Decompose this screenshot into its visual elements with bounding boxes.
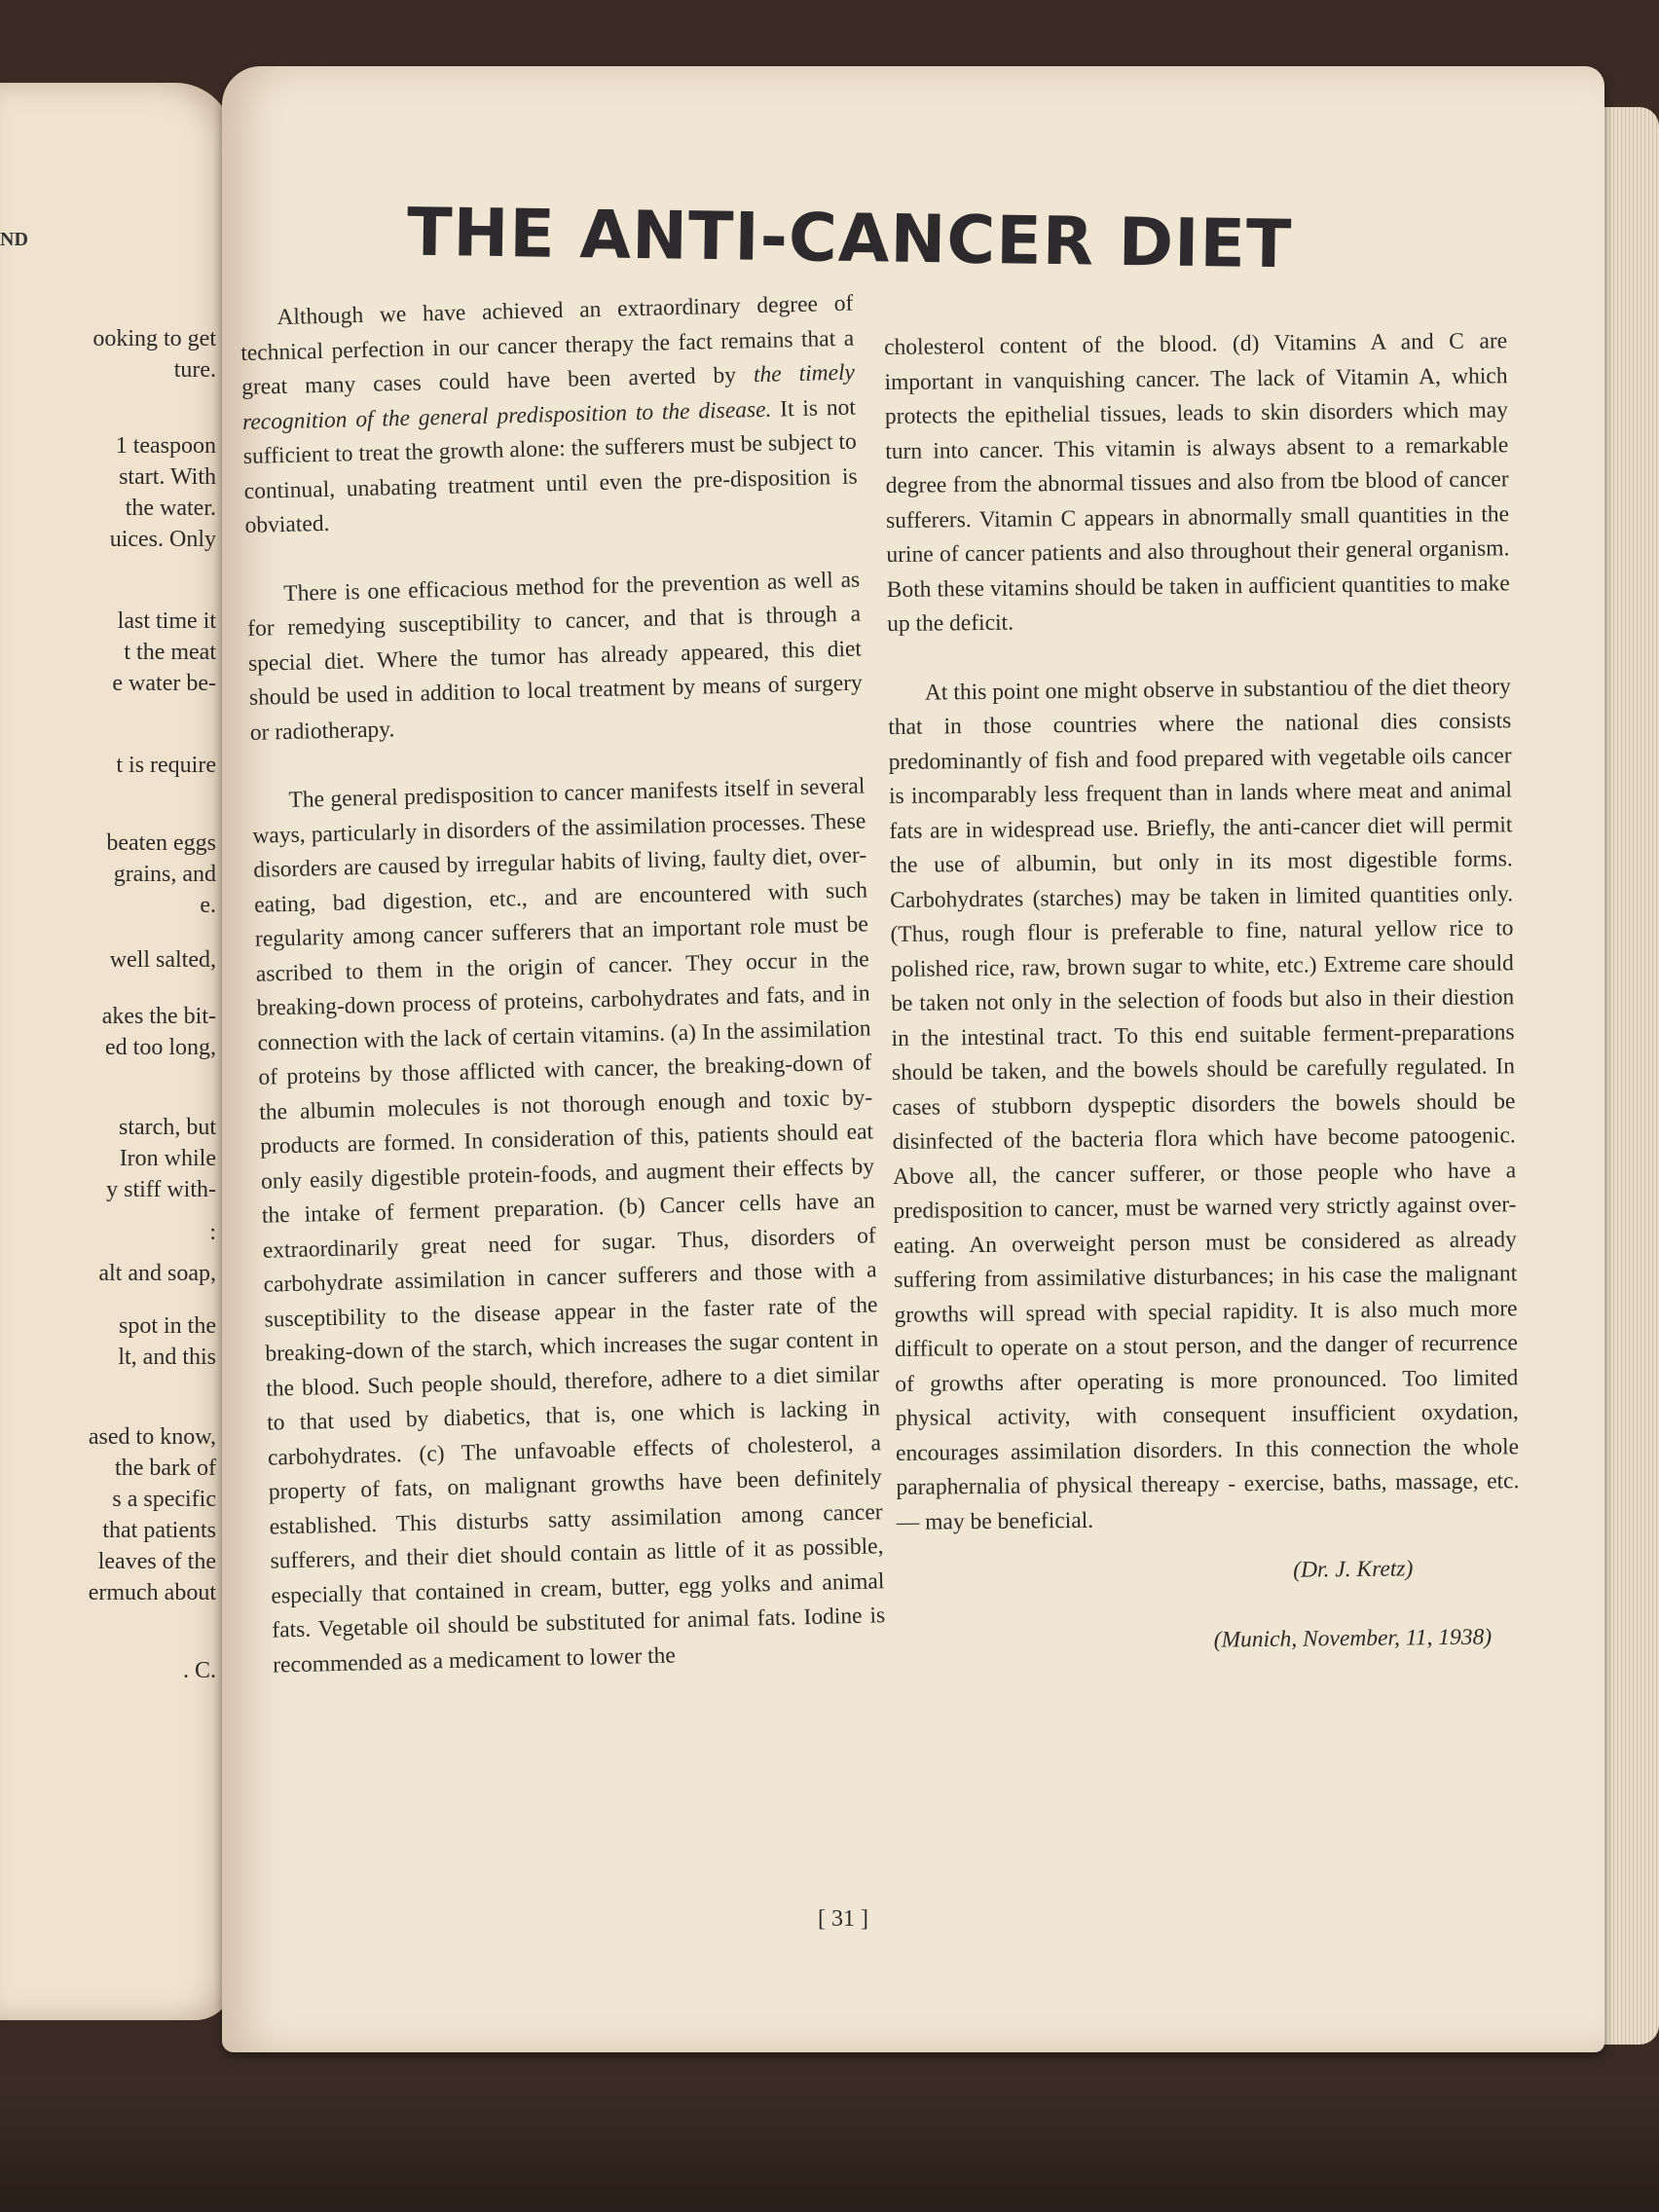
left-page-line: s a specific [112, 1487, 216, 1512]
left-page-line: y stiff with- [106, 1177, 216, 1202]
left-page-line: ture. [173, 357, 216, 383]
left-page-line: grains, and [113, 862, 216, 887]
left-page-line: starch, but [119, 1115, 216, 1140]
right-page [222, 66, 1604, 2052]
left-page-line: alt and soap, [98, 1261, 216, 1286]
left-page-line: the bark of [115, 1456, 216, 1481]
left-page-line: beaten eggs [106, 830, 216, 856]
left-page-line: . C. [182, 1658, 216, 1683]
page-number: [ 31 ] [818, 1906, 868, 1932]
left-page-line: last time it [117, 608, 216, 634]
left-page-line: start. With [119, 464, 216, 490]
article-column-1 [240, 287, 887, 1717]
left-page-line: well salted, [109, 947, 216, 973]
paragraph: There is one efficacious method for the prevention as well as for remedying susceptibility to cancer, and that is through a special diet. Where the tumor has already appeared, this diet should be used in addition to local treatment by means of surgery or radiotherapy. [246, 567, 864, 746]
emphasis-text: the timely recognition of the general predisposition to the disease. [241, 359, 856, 435]
article-column-2 [884, 324, 1522, 1695]
left-page-line: that patients [102, 1518, 216, 1543]
place-date: (Munich, November, 11, 1938) [1213, 1624, 1493, 1653]
left-page-line: e water be- [112, 671, 216, 696]
left-page [0, 83, 234, 2020]
left-page-line: e. [200, 893, 216, 918]
paragraph: At this point one might observe in substantiou of the diet theory that in those countries where the national dies consists predominantly of fish and food prepared with vegetable oils cancer is incomparably less frequent than in lands where meat and animal fats are in widespread use. Briefly, the anti-cancer diet will permit the use of albumin, but only in its most digestible forms. Carbohydrates (starches) may be taken in limited quantities only. (Thus, rough flour is preferable to fine, natural yellow rice to polished rice, raw, brown sugar to white, etc.) Extreme care should be taken not only in the selection of foods but also in their diestion in the intestinal tract. To this end suitable ferment-preparations should be taken, and the bowels should be carefully regulated. In cases of stubborn dyspeptic disorders the bowels should be disinfected of the bacteria flora which have become patoogenic. Above all, the cancer sufferer, or those people who have a predisposition to cancer, must be warned very strictly against over-eating. An overweight person must be considered as already suffering from assimilative disturbances; in his case the malignant growths will spread with special rapidity. It is also much more difficult to operate on a stout person, and the danger of recurrence of growths after operating is more pronounced. Too limited physical activity, with consequent insufficient oxydation, encourages assimilation disorders. In this connection the whole paraphernalia of physical thereapy - exercise, baths, massage, etc.— may be beneficial. [888, 673, 1520, 1535]
left-page-line: the water. [125, 496, 216, 521]
table-surface [0, 2074, 1659, 2212]
article-title: THE ANTI-CANCER DIET [406, 194, 1293, 284]
left-page-line: ooking to get [92, 326, 216, 351]
left-page-header: ND [0, 229, 28, 250]
paragraph: The general predisposition to cancer manifests itself in several ways, particularly in disorders of the assimilation processes. These disorders are caused by irregular habits of living, faulty diet, over-eating, bad digestion, etc., and are encountered with such regularity among cancer sufferers that an important role must be ascribed to them in the origin of cancer. They occur in the breaking-down process of proteins, carbohydrates and fats, and in connection with the lack of certain vitamins. (a) In the assimilation of proteins by those afflicted with cancer, the breaking-down of the albumin molecules is not thorough enough and toxic by-products are formed. In consideration of this, patients should eat only easily digestible protein-foods, and augment their effects by the intake of ferment preparation. (b) Cancer cells have an extraordinarily great need for sugar. Thus, disorders of carbohydrate assimilation in cancer sufferers and those with a susceptibility to the disease appear in the faster rate of the breaking-down of the starch, which increases the sugar content in the blood. Such people should, therefore, adhere to a diet similar to that used by diabetics, that is, one which is lacking in carbohydrates. (c) The unfavoable effects of cholesterol, a property of fats, on malignant growths have been definitely established. This disturbs satty assimilation among cancer sufferers, and their diet should contain as little of it as possible, especially that contained in cream, butter, egg yolks and animal fats. Vegetable oil should be substituted for animal fats. Iodine is recommended as a medicament to lower the [252, 773, 886, 1678]
left-page-line: 1 teaspoon [115, 433, 216, 459]
author-signature: (Dr. J. Kretz) [1293, 1556, 1414, 1583]
paragraph-text: Although we have achieved an extraordinary degree of technical perfection in our cancer therapy the fact remains that a great many cases could have been averted by [240, 290, 855, 400]
paragraph-text: It is not sufficient to treat the growth alone: the sufferers must be subject to continual, unabating treatment until even the pre-disposition is obviated. [242, 394, 858, 538]
left-page-line: Iron while [119, 1146, 216, 1171]
left-page-line: lt, and this [118, 1345, 216, 1370]
left-page-line: spot in the [119, 1313, 216, 1339]
left-page-line: : [209, 1220, 216, 1245]
left-page-line: uices. Only [109, 527, 216, 552]
left-page-line: t the meat [124, 640, 216, 665]
left-page-line: t is require [116, 753, 216, 778]
left-page-line: ed too long, [105, 1035, 216, 1060]
left-page-line: leaves of the [97, 1549, 216, 1574]
left-page-line: akes the bit- [101, 1004, 216, 1029]
paragraph [240, 287, 859, 544]
left-page-line: ermuch about [88, 1580, 216, 1605]
left-page-line: ased to know, [88, 1424, 216, 1450]
paragraph: cholesterol content of the blood. (d) Vitamins A and C are important in vanquishing cancer. The lack of Vitamin A, which protects the epithelial tissues, leads to skin disorders which may turn into cancer. This vitamin is always absent to a remarkable degree from the abnormal tissues and also from tbe blood of cancer sufferers. Vitamin C appears in abnormally small quantities in the urine of cancer patients and also throughout their general organism. Both these vitamins should be taken in aufficient quantities to make up the deficit. [884, 328, 1510, 637]
